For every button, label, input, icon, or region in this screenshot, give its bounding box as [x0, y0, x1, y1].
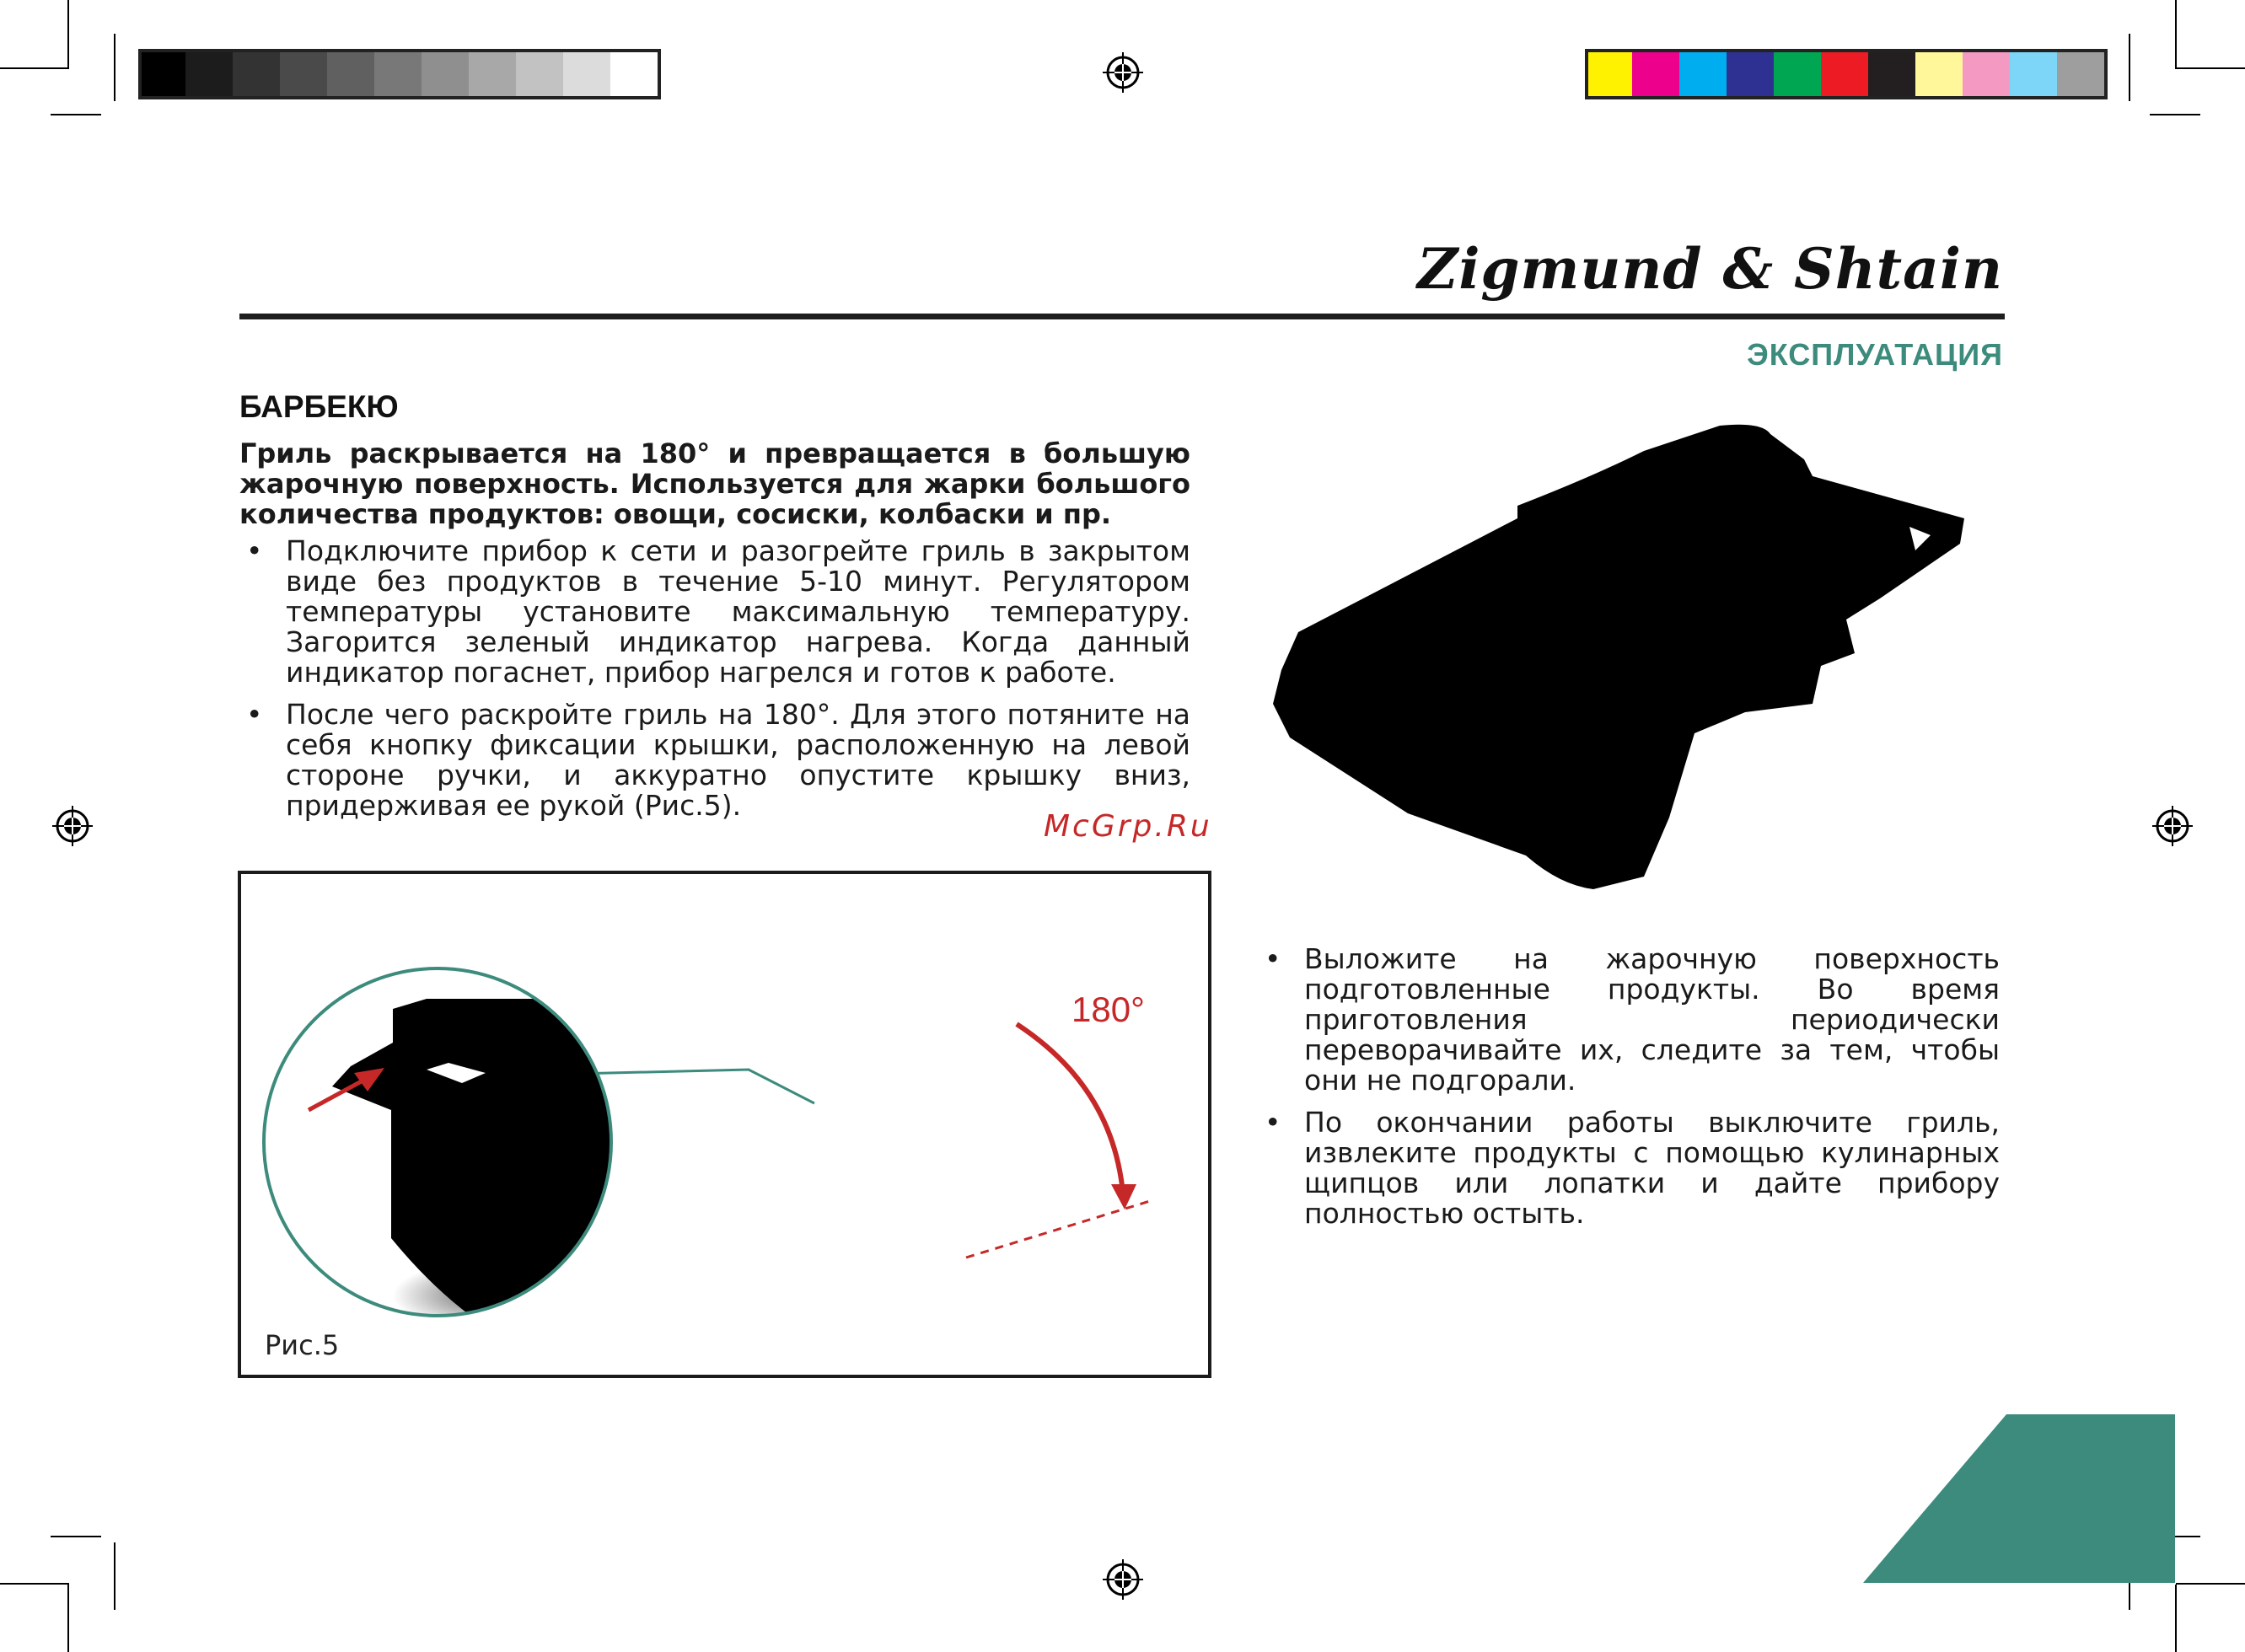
registration-mark-icon — [1103, 52, 1143, 93]
gray-swatch — [516, 52, 563, 96]
crop-mark — [114, 1542, 115, 1610]
color-swatch — [2057, 52, 2104, 96]
angle-label: 180° — [1071, 990, 1145, 1029]
crop-mark — [67, 0, 69, 69]
color-swatch-bar — [1585, 49, 2108, 99]
leader-line — [576, 1070, 814, 1103]
crop-mark — [2175, 0, 2177, 69]
bullet-icon: • — [1265, 942, 1281, 975]
list-item-text: Подключите прибор к сети и разогрейте гриль в закрытом виде без продуктов в течение 5-10 минут. Регулятором температуры установите максимальную температуру. Загорится зеленый индикатор нагрева. Когда данный индикатор погаснет, прибор нагрелся и готов к работе. — [286, 534, 1190, 689]
gray-swatch — [563, 52, 610, 96]
crop-mark — [2175, 1585, 2177, 1652]
crop-mark — [114, 34, 115, 101]
crop-mark — [2176, 67, 2245, 69]
bullet-icon: • — [1265, 1106, 1281, 1139]
open-position-line — [966, 1201, 1150, 1258]
intro-paragraph: Гриль раскрывается на 180° и превращается в большую жарочную поверхность. Используется для жарки большого количества продуктов: овощи, сосиски, колбаски и пр. — [239, 437, 1190, 530]
rotation-arrow-icon — [1017, 1024, 1122, 1186]
gray-swatch — [327, 52, 374, 96]
figure-5 — [238, 871, 1211, 1378]
crop-mark — [0, 1583, 69, 1585]
gray-swatch — [374, 52, 422, 96]
page-heading: БАРБЕКЮ — [239, 389, 399, 424]
gray-swatch — [422, 52, 469, 96]
color-swatch — [2010, 52, 2057, 96]
header-rule — [239, 314, 2005, 319]
crop-mark — [2129, 34, 2130, 101]
list-item-text: Выложите на жарочную поверхность подготовленные продукты. Во время приготовления периодически переворачивайте их, следите за тем, чтобы они не подгорали. — [1304, 942, 2000, 1097]
bullet-icon: • — [246, 534, 263, 567]
list-item — [239, 536, 1190, 688]
color-swatch — [1679, 52, 1727, 96]
figure-caption: Рис.5 — [265, 1329, 340, 1361]
crop-mark — [67, 1585, 69, 1652]
color-swatch — [1588, 52, 1632, 96]
color-swatch — [1821, 52, 1868, 96]
gray-swatch — [185, 52, 233, 96]
color-swatch — [1774, 52, 1821, 96]
list-item — [1258, 1108, 2000, 1229]
gray-swatch — [610, 52, 658, 96]
grill-opening-illustration — [241, 874, 1208, 1375]
brand-logo: Zigmund & Shtain — [1417, 236, 2003, 302]
color-swatch — [1963, 52, 2010, 96]
bullet-icon: • — [246, 698, 263, 731]
registration-mark-icon — [2152, 806, 2193, 846]
corner-decoration — [1863, 1414, 2175, 1583]
gray-swatch — [233, 52, 280, 96]
color-swatch — [1632, 52, 1679, 96]
crop-mark — [51, 1536, 101, 1537]
color-swatch — [1915, 52, 1963, 96]
list-item-text: По окончании работы выключите гриль, извлеките продукты с помощью кулинарных щипцов или лопатки и дайте прибору полностью остыть. — [1304, 1106, 2000, 1230]
gray-swatch — [142, 52, 185, 96]
color-swatch — [1868, 52, 1915, 96]
gray-swatch — [469, 52, 516, 96]
left-bullet-list — [239, 536, 1190, 833]
watermark: McGrp.Ru — [1044, 809, 1212, 844]
registration-mark-icon — [52, 806, 93, 846]
registration-mark-icon — [1103, 1559, 1143, 1600]
crop-mark — [0, 67, 69, 69]
section-title: ЭКСПЛУАТАЦИЯ — [1747, 337, 2003, 372]
grayscale-swatch-bar — [138, 49, 661, 99]
crop-mark — [51, 114, 101, 115]
opened-grill-image — [1273, 417, 1964, 889]
gray-swatch — [280, 52, 327, 96]
color-swatch — [1727, 52, 1774, 96]
crop-mark — [2176, 1583, 2245, 1585]
list-item — [1258, 944, 2000, 1096]
list-item-text: После чего раскройте гриль на 180°. Для этого потяните на себя кнопку фиксации крышки, расположенную на левой стороне ручки, и аккуратно опустите крышку вниз, придерживая ее рукой (Рис.5). — [286, 698, 1190, 822]
list-item — [239, 700, 1190, 821]
right-bullet-list — [1258, 944, 2000, 1241]
crop-mark — [2150, 114, 2200, 115]
